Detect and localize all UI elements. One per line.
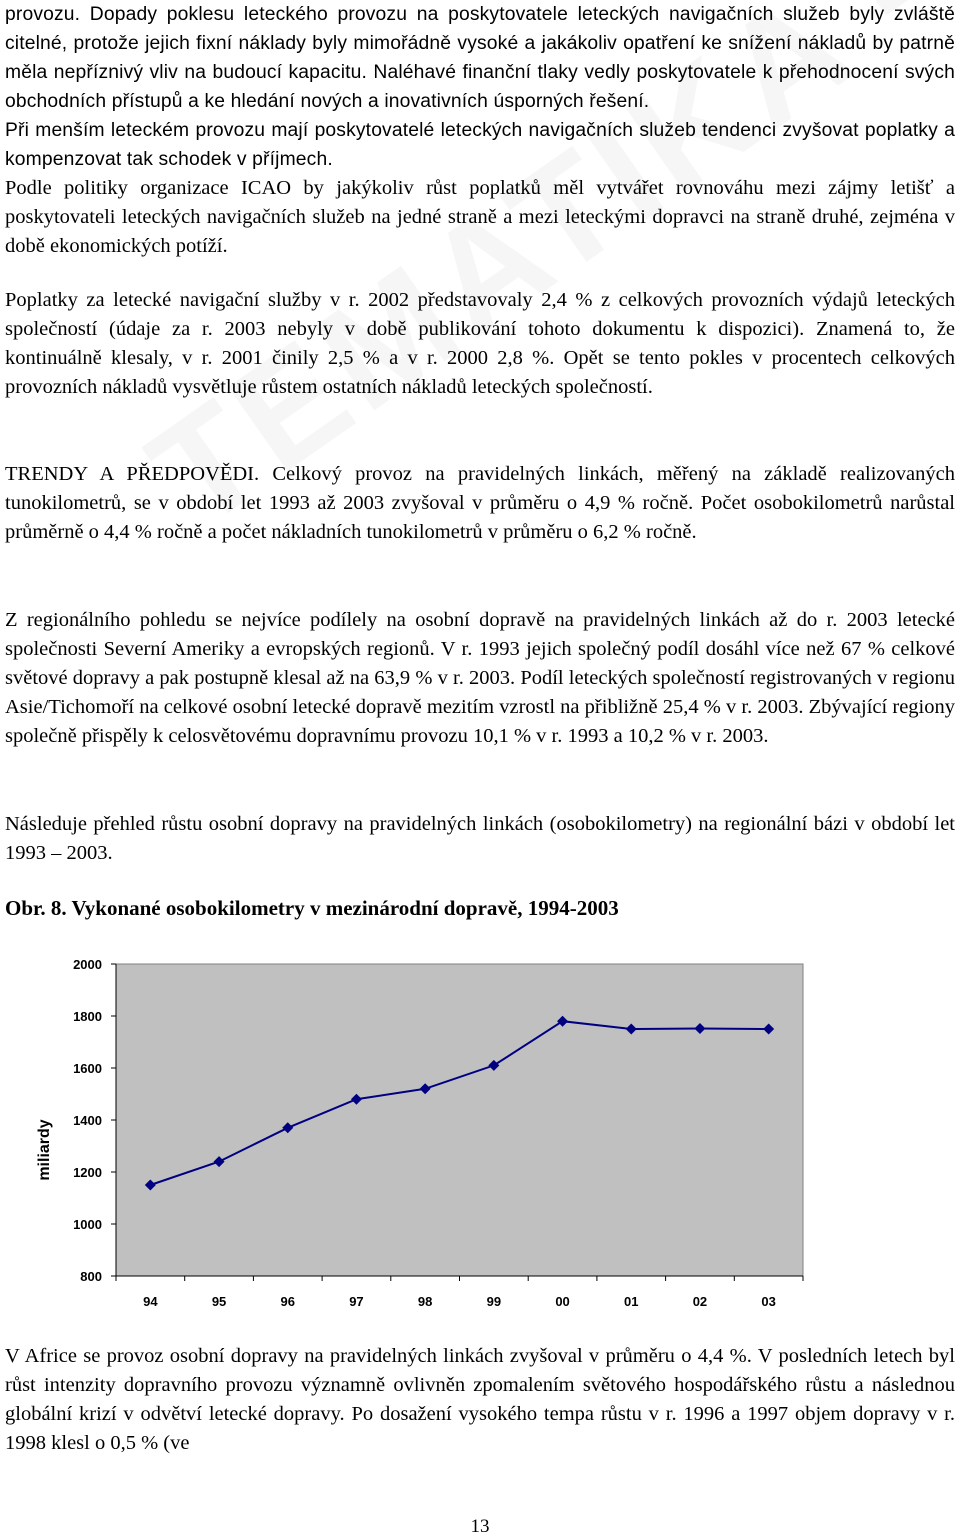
- paragraph-regional-view: Z regionálního pohledu se nejvíce podílely na osobní dopravě na pravidelných linkách až do r. 2003 letecké společnosti Severní Ameriky a evropských regionů. V r. 1993 jejich společný podíl dosáhl více než 67 % celkové světové dopravy a pak postupně klesal až na 63,9 % v r. 2003. Podíl leteckých společností registrovaných v regionu Asie/Tichomoří na celkové osobní letecké dopravě mezitím vzrostl na přibližně 25,4 % v r. 2003. Zbývající regiony společně přispěly k celosvětovému dopravnímu provozu 10,1 % v r. 1993 a 10,2 % v r. 2003.: [5, 609, 955, 747]
- paragraph-icao-policy: Podle politiky organizace ICAO by jakýkoliv růst poplatků měl vytvářet rovnováhu mezi zájmy letišť a poskytovateli leteckých navigačních služeb na jedné straně a mezi leteckými dopravci na straně druhé, zejména v době ekonomických potíží.: [5, 177, 955, 257]
- y-tick-label: 1600: [73, 1061, 102, 1076]
- paragraph-africa: V Africe se provoz osobní dopravy na pravidelných linkách zvyšoval v průměru o 4,4 %. V posledních letech byl růst intenzity dopravního provozu významně ovlivněn zpomalením světového hospodářského růstu a následnou globální krizí v odvětví letecké dopravy. Po dosažení vysokého tempa růstu v r. 1996 a 1997 objem dopravy v r. 1998 klesl o 0,5 % (ve: [5, 1345, 955, 1454]
- y-tick-label: 1800: [73, 1009, 102, 1024]
- paragraph-fees-increase: Při menším leteckém provozu mají poskytovatelé leteckých navigačních služeb tendenci zvyšovat poplatky a kompenzovat tak schodek v příjmech.: [5, 120, 955, 170]
- x-tick-label: 95: [211, 1294, 227, 1309]
- y-axis-label: miliardy: [36, 1119, 53, 1181]
- x-tick-label: 94: [143, 1294, 158, 1309]
- x-tick-label: 00: [555, 1294, 570, 1309]
- paragraph-navigation-fees: Poplatky za letecké navigační služby v r. 2002 představovaly 2,4 % z celkových provozních výdajů leteckých společností (údaje za r. 2003 nebyly v době publikování tohoto dokumentu k dispozici). Znamená to, že kontinuálně klesaly, v r. 2001 činily 2,5 % a v r. 2000 2,8 %. Opět se tento pokles v procentech celkových provozních nákladů vysvětluje růstem ostatních nákladů leteckých společností.: [5, 289, 955, 398]
- figure-caption: Obr. 8. Vykonané osobokilometry v mezinárodní dopravě, 1994-2003: [5, 896, 619, 920]
- x-tick-label: 96: [280, 1294, 295, 1309]
- x-tick-label: 02: [692, 1294, 708, 1309]
- paragraph-overview-intro: Následuje přehled růstu osobní dopravy na pravidelných linkách (osobokilometry) na regionální bázi v období let 1993 – 2003.: [5, 813, 955, 864]
- x-tick-label: 97: [349, 1294, 364, 1309]
- y-tick-label: 1000: [73, 1217, 102, 1232]
- x-tick-label: 98: [417, 1294, 433, 1309]
- paragraph-trends-forecasts: TRENDY A PŘEDPOVĚDI. Celkový provoz na pravidelných linkách, měřený na základě realizovaných tunokilometrů, se v období let 1993 až 2003 zvyšoval v průměru o 4,9 % ročně. Počet osobokilometrů narůstal průměrně o 4,4 % ročně a počet nákladních tunokilometrů v průměru o 6,2 % ročně.: [5, 463, 955, 543]
- plot-area: [116, 964, 803, 1276]
- y-tick-label: 800: [80, 1269, 102, 1284]
- x-tick-label: 01: [624, 1294, 639, 1309]
- x-tick-label: 99: [486, 1294, 502, 1309]
- x-tick-label: 03: [761, 1294, 776, 1309]
- y-tick-label: 1400: [73, 1113, 102, 1128]
- paragraph-airnav-impact: provozu. Dopady poklesu leteckého provozu na poskytovatele leteckých navigačních služeb byly zvláště citelné, protože jejich fixní náklady byly mimořádně vysoké a jakákoliv opatření ke snížení nákladů by patrně měla nepříznivý vliv na budoucí kapacitu. Naléhavé finanční tlaky vedly poskytovatele k přehodnocení svých obchodních přístupů a ke hledání nových a inovativních úsporných řešení.: [5, 4, 955, 112]
- y-tick-label: 1200: [73, 1165, 102, 1180]
- page-number: 13: [470, 1516, 490, 1537]
- line-chart: [0, 930, 960, 1330]
- y-tick-label: 2000: [73, 957, 102, 972]
